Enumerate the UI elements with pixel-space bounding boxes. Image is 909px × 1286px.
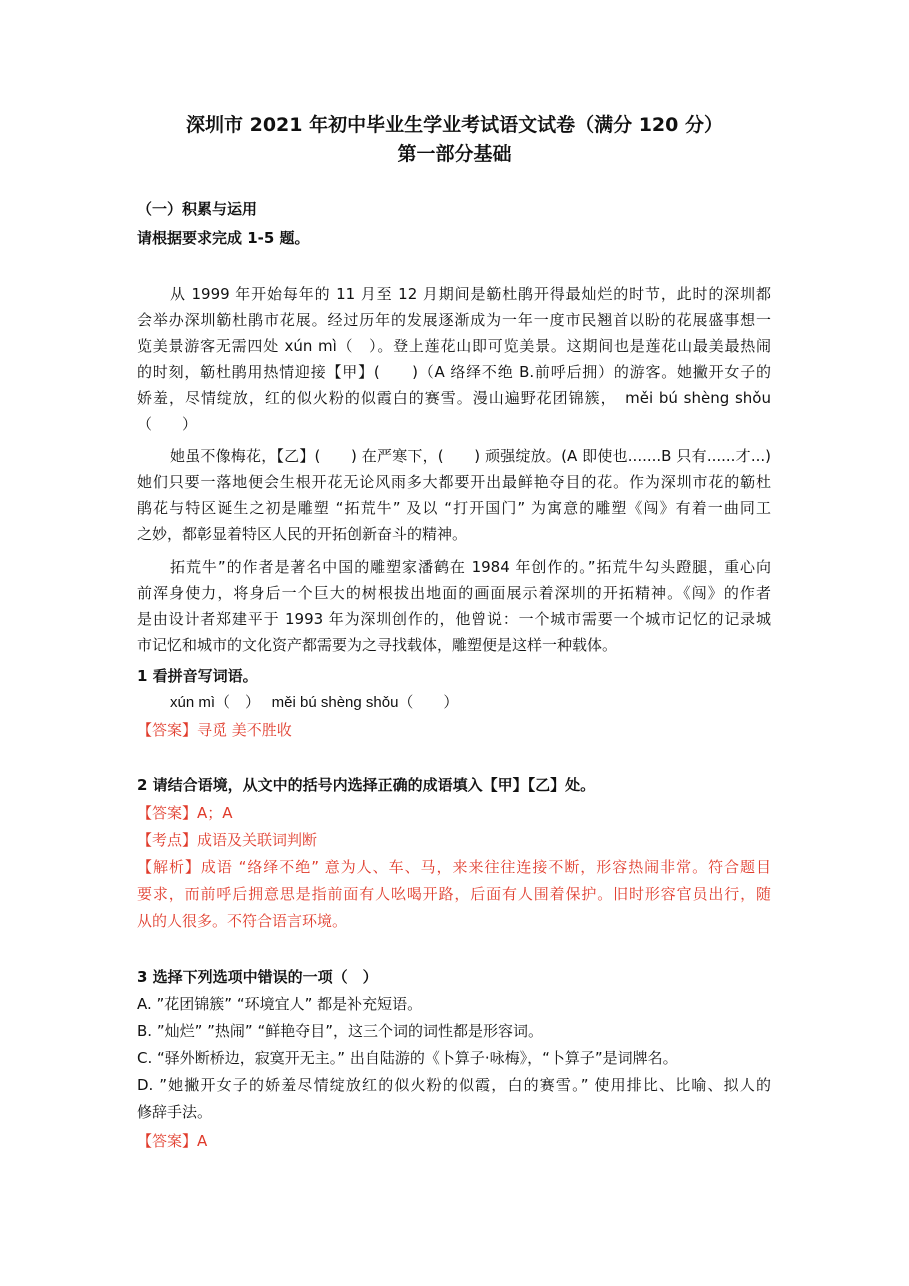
q2-answer: 【答案】A；A [137, 804, 233, 822]
q2-point: 【考点】成语及关联词判断 [137, 831, 318, 849]
passage-p2-line-1: 她虽不像梅花，【乙】( ) 在严寒下，( ) 顽强绽放。(A 即使也.......B 只有......才...) [170, 447, 771, 465]
page-title: 深圳市 2021 年初中毕业生学业考试语文试卷（满分 120 分） [185, 114, 723, 136]
passage-p3-line-4: 市记忆和城市的文化资产都需要为之寻找载体，雕塑便是这样一种载体。 [137, 636, 618, 654]
q3-option-a: A. ”花团锦簇” “环境宜人” 都是补充短语。 [137, 995, 423, 1013]
page-subtitle: 第一部分基础 [397, 143, 512, 165]
q2-analysis-line-1: 【解析】成语 “络绎不绝” 意为人、车、马，来来往往连接不断，形容热闹非常。符合题目 [137, 858, 771, 876]
passage-p2-line-3: 鹃花与特区诞生之初是雕塑 “拓荒牛” 及以 “打开国门” 为寓意的雕塑《闯》有着一曲同工 [137, 499, 771, 517]
passage-p1-line-1: 从 1999 年开始每年的 11 月至 12 月期间是簕杜鹃开得最灿烂的时节，此时的深圳都 [170, 285, 771, 303]
passage-p1-line-2: 会举办深圳簕杜鹃市花展。经过历年的发展逐渐成为一年一度市民翘首以盼的花展盛事想一 [137, 311, 771, 329]
passage-p1-line-3: 览美景游客无需四处 xún mì（ ）。登上莲花山即可览美景。这期间也是莲花山最美最热闹 [137, 337, 771, 355]
q1-pinyin: xún mì（ ） měi bú shèng shǒu（ ） [170, 694, 459, 711]
passage-p1-line-5: 娇羞，尽情绽放，红的似火粉的似霞白的赛雪。漫山遍野花团锦簇， měi bú shèng shǒu [137, 389, 771, 407]
passage-p2-line-4: 之妙，都彰显着特区人民的开拓创新奋斗的精神。 [137, 525, 468, 543]
q3-option-b: B. ”灿烂” ”热闹” “鲜艳夺目”，这三个词的词性都是形容词。 [137, 1022, 543, 1040]
q1-answer: 【答案】寻觅 美不胜收 [137, 721, 292, 739]
q2-analysis-line-3: 从的人很多。不符合语言环境。 [137, 912, 348, 930]
section-instruction: 请根据要求完成 1-5 题。 [137, 229, 310, 247]
q3-option-c: C. “驿外断桥边，寂寞开无主。” 出自陆游的《卜算子·咏梅》，“卜算子”是词牌名。 [137, 1049, 678, 1067]
q3-answer: 【答案】A [137, 1132, 208, 1150]
section-heading: （一）积累与运用 [137, 200, 258, 218]
passage-p3-line-2: 前浑身使力，将身后一个巨大的树根拔出地面的画面展示着深圳的开拓精神。《闯》的作者 [137, 584, 771, 602]
passage-p2-line-2: 她们只要一落地便会生根开花无论风雨多大都要开出最鲜艳夺目的花。作为深圳市花的簕杜 [137, 473, 771, 491]
passage-p1-line-4: 的时刻，簕杜鹃用热情迎接【甲】( )（A 络绎不绝 B.前呼后拥）的游客。她撇开女子的 [137, 363, 771, 381]
passage-p3-line-3: 是由设计者郑建平于 1993 年为深圳创作的，他曾说：一个城市需要一个城市记忆的记录城 [137, 610, 771, 628]
passage-p1-line-6: （ ） [137, 415, 198, 433]
q3-option-d: D. ”她撇开女子的娇羞尽情绽放红的似火粉的似霞，白的赛雪。” 使用排比、比喻、拟人的 [137, 1076, 771, 1094]
passage-p3-line-1: 拓荒牛”的作者是著名中国的雕塑家潘鹤在 1984 年创作的。”拓荒牛勾头蹬腿，重心向 [170, 558, 771, 576]
q2-question: 2 请结合语境，从文中的括号内选择正确的成语填入【甲】【乙】处。 [137, 776, 596, 794]
q3-option-d-cont: 修辞手法。 [137, 1103, 213, 1121]
q1-question: 1 看拼音写词语。 [137, 667, 258, 685]
q3-question: 3 选择下列选项中错误的一项（ ） [137, 968, 378, 986]
q2-analysis-line-2: 要求，而前呼后拥意思是指前面有人吆喝开路，后面有人围着保护。旧时形容官员出行，随 [137, 885, 771, 903]
